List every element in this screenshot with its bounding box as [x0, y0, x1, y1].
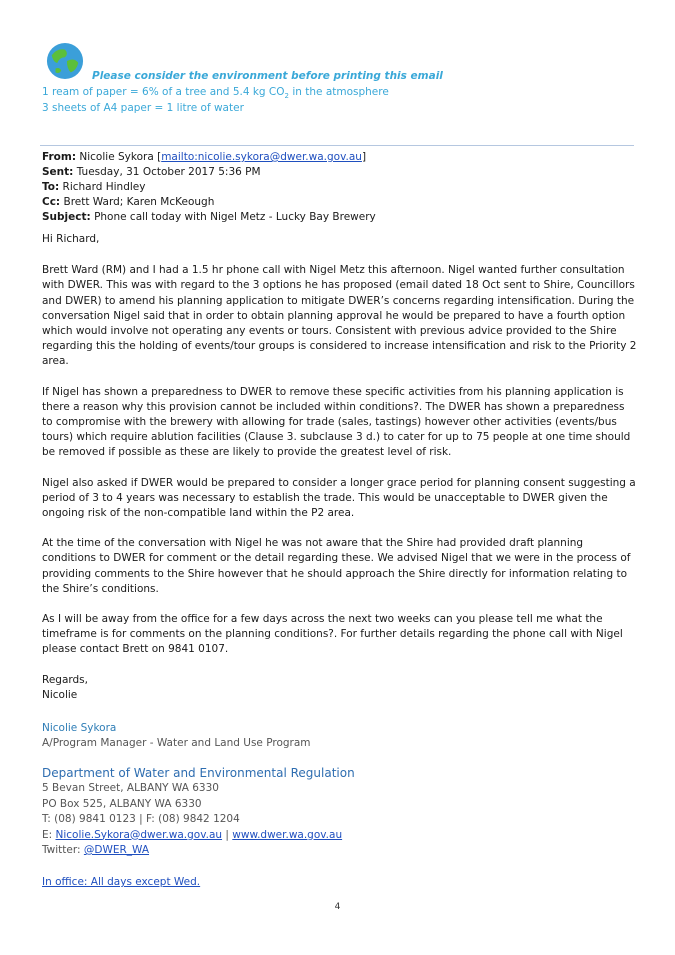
address-street: 5 Bevan Street, ALBANY WA 6330 [42, 782, 219, 795]
to-row: To: Richard Hindley [42, 181, 146, 193]
address-po-box: PO Box 525, ALBANY WA 6330 [42, 797, 202, 810]
email-website-row: E: Nicolie.Sykora@dwer.wa.gov.au | www.dwer.wa.gov.au [42, 828, 343, 841]
office-days-link[interactable]: In office: All days except Wed. [42, 876, 201, 888]
greeting: Hi Richard, [42, 233, 100, 245]
email-body [42, 232, 638, 673]
signature-block [42, 721, 311, 752]
paragraph-4: At the time of the conversation with Nigel he was not aware that the Shire had provided draft planning conditions to DWER for comment or the detail regarding these. We advised Nigel that we were in the process of providing comments to the Shire however that he should approach the Shire directly for information relating to the Shire’s conditions. [42, 537, 631, 595]
signature-role: A/Program Manager - Water and Land Use Program [42, 737, 311, 750]
department-block [42, 766, 355, 858]
closing-name: Nicolie [42, 689, 78, 702]
twitter-row: Twitter: @DWER_WA [42, 844, 150, 857]
paragraph-5: As I will be away from the office for a few days across the next two weeks can you please tell me what the timeframe is for comments on the planning conditions?. For further details regarding the phone call with Nigel please contact Brett on 9841 0107. [42, 613, 623, 656]
website-link[interactable]: www.dwer.wa.gov.au [232, 828, 343, 841]
page-number: 4 [334, 902, 341, 912]
subject-row: Subject: Phone call today with Nigel Metz - Lucky Bay Brewery [42, 211, 376, 223]
from-row: From: Nicolie Sykora [mailto:nicolie.sykora@dwer.wa.gov.au] [42, 151, 367, 163]
closing-line: Regards, [42, 674, 88, 686]
eco-title: Please consider the environment before printing this email [92, 70, 443, 82]
eco-line-co2: 1 ream of paper = 6% of a tree and 5.4 kg $CO_2$ in the atmosphere [42, 86, 389, 101]
closing [42, 673, 88, 704]
sent-row: Sent: Tuesday, 31 October 2017 5:36 PM [42, 166, 261, 178]
paragraph-3: Nigel also asked if DWER would be prepared to consider a longer grace period for planning consent suggesting a period of 3 to 4 years was necessary to establish the trade. This would be unacceptable to DWER given the ongoing risk of the non-compatible land within the P2 area. [42, 476, 636, 520]
department-name: Department of Water and Environmental Regulation [42, 766, 355, 780]
from-mailto-link[interactable]: mailto:nicolie.sykora@dwer.wa.gov.au [161, 151, 362, 163]
signature-email-link[interactable]: Nicolie.Sykora@dwer.wa.gov.au [55, 828, 223, 841]
email-header [42, 150, 376, 225]
globe-icon [46, 42, 84, 80]
signature-name: Nicolie Sykora [42, 722, 117, 734]
phone-fax: T: (08) 9841 0123 | F: (08) 9842 1204 [42, 813, 240, 826]
twitter-link[interactable]: @DWER_WA [83, 844, 150, 857]
cc-row: Cc: Brett Ward; Karen McKeough [42, 196, 215, 208]
eco-line-water: 3 sheets of A4 paper = 1 litre of water [42, 102, 244, 114]
paragraph-1: Brett Ward (RM) and I had a 1.5 hr phone call with Nigel Metz this afternoon. Nigel wanted further consultation with DWER. This was with regard to the 3 options he has proposed (email dated 18 Oct sent to Shire, Councillors and DWER) to amend his planning application to mitigate DWER’s concerns regarding intensification. During the conversation Nigel said that in order to obtain planning approval he would be prepared to have a fourth option which would involve not operating any events or tours. Consistent with previous advice provided to the Shire regarding this the holding of events/tour groups is considered to increase intensification and risk to the Priority 2 area. [42, 264, 637, 368]
office-days[interactable] [42, 875, 200, 890]
paragraph-2: If Nigel has shown a preparedness to DWER to remove these specific activities from his planning application is there a reason why this provision cannot be included within conditions?. The DWER has shown a preparedness to compromise with the brewery with allowing for trade (sales, tastings) however other activities (events/bus tours) which require ablution facilities (Clause 3. subclause 3 d.) to cater for up to 75 people at one time should be removed if possible as these are likely to provide the greatest level of risk. [42, 385, 631, 459]
header-divider [40, 145, 634, 146]
